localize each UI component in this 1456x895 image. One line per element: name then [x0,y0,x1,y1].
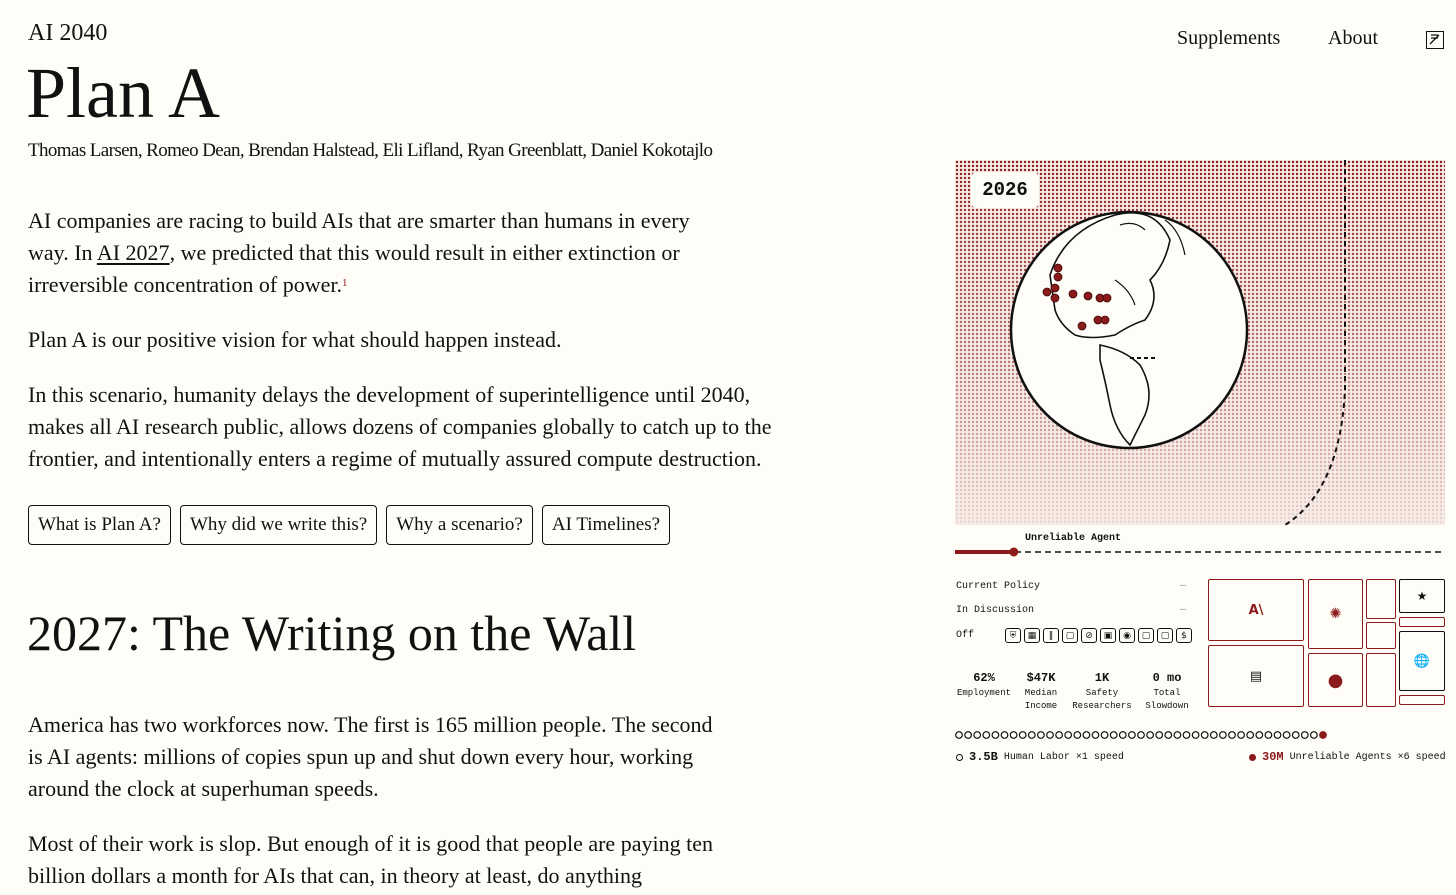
datacenter-marker [1101,316,1109,324]
agents-marker [1249,754,1256,761]
footnote-1[interactable]: 1 [341,277,348,289]
human-dot [1147,732,1154,739]
intro-paragraph-2: Plan A is our positive vision for what should happen instead. [28,327,562,352]
human-dot [1165,732,1172,739]
stat-total-slowdown: 0 mo Total Slowdown [1145,671,1189,711]
year-badge: 2026 [971,172,1039,208]
ai-2027-link[interactable]: AI 2027 [96,240,170,265]
timeline-label: Unreliable Agent [1025,533,1122,544]
section-paragraph-2: Most of their work is slop. But enough of it is good that people are paying ten billion dollars a month for AIs that can, in theory at least, do anything [28,831,713,888]
human-dot [1120,732,1127,739]
human-dot [1129,732,1136,739]
stat-median-income: $47K Median Income [1024,671,1058,711]
datacenter-marker [1043,288,1051,296]
workforce-dots [955,729,1335,741]
timeline-slider[interactable] [955,540,1445,570]
china-flag-icon: ★ [1416,589,1428,603]
site-title[interactable]: AI 2040 [28,20,108,46]
human-dot [1274,732,1281,739]
dollar-icon[interactable]: $ [1176,628,1192,643]
nav-about[interactable]: About [1328,27,1378,49]
no-sign-icon[interactable]: ⊘ [1081,628,1097,643]
human-dot [1101,732,1108,739]
human-dot [1265,732,1272,739]
human-dot [1192,732,1199,739]
human-dot [1138,732,1145,739]
human-dot [1029,732,1036,739]
human-dot [1156,732,1163,739]
page-title: Plan A [26,53,221,133]
box-icon[interactable]: ▢ [1138,628,1154,643]
human-dot [1256,732,1263,739]
timeline-handle [1009,548,1018,557]
small-tile-5[interactable] [1399,695,1445,705]
datacenter-markers [955,160,1445,540]
eye-icon[interactable]: ◉ [1119,628,1135,643]
world-visualization [955,160,1445,540]
authors: Thomas Larsen, Romeo Dean, Brendan Halstead, Eli Lifland, Ryan Greenblatt, Daniel Kokotajlo [28,140,713,161]
small-tile-4[interactable] [1366,653,1396,707]
company-tile-grid [1208,579,1446,707]
human-dot [1047,732,1054,739]
human-dot [1201,732,1208,739]
datacenter-marker [1051,294,1059,302]
google-logo-icon: ● [1327,669,1344,691]
human-dot [1110,732,1117,739]
openai-tile[interactable] [1308,579,1363,649]
human-dot [1019,732,1026,739]
world-icon: 🌐 [1413,653,1431,669]
small-tile-1[interactable] [1366,579,1396,619]
human-dot [1247,732,1254,739]
human-dot [1001,732,1008,739]
substack-logo-icon[interactable] [1426,31,1444,49]
datacenter-marker [1054,273,1062,281]
human-dot [1238,732,1245,739]
china-tile[interactable] [1399,579,1445,613]
pause-icon[interactable]: ‖ [1043,628,1059,643]
datacenter-marker [1054,264,1062,272]
policy-icon-strip [1005,628,1192,643]
human-dot [1229,732,1236,739]
off-label: Off [956,630,975,641]
human-dot [965,732,972,739]
stat-safety-researchers: 1K Safety Researchers [1072,671,1132,711]
openai-logo-icon: ✺ [1329,606,1342,622]
question-buttons [28,505,670,545]
human-dot [1056,732,1063,739]
human-dot [956,732,963,739]
human-labor-marker [956,754,963,761]
human-dot [974,732,981,739]
section-paragraph-1: America has two workforces now. The first is 165 million people. The second is AI agents: millions of copies spun up and shut down every hour, working around the clock at superhuman speeds. [28,712,713,801]
why-write-this-button[interactable]: Why did we write this? [180,505,377,545]
small-tile-2[interactable] [1366,622,1396,649]
human-dot [1038,732,1045,739]
human-dot [1283,732,1290,739]
legend-human-labor: 3.5B Human Labor ×1 speed [956,750,1124,764]
in-discussion-dash: — [1180,605,1187,616]
human-dot [1302,732,1309,739]
section-title: 2027: The Writing on the Wall [27,605,637,661]
human-dot [992,732,999,739]
human-dot [1211,732,1218,739]
datacenter-marker [1051,284,1059,292]
human-dot [1074,732,1081,739]
current-policy-dash: — [1180,581,1187,592]
human-dot [1065,732,1072,739]
human-dot [1083,732,1090,739]
datacenter-marker [1078,322,1086,330]
anthropic-logo-icon: A\ [1248,602,1264,618]
agent-dot [1320,732,1327,739]
human-dot [1220,732,1227,739]
gpu-icon[interactable]: ▣ [1100,628,1116,643]
small-tile-3[interactable] [1399,617,1445,627]
human-dot [1183,732,1190,739]
grid-icon[interactable]: ▦ [1024,628,1040,643]
us-flag-icon: ▤ [1249,668,1263,684]
legend-unreliable-agents: 30M Unreliable Agents ×6 speed [1249,750,1446,764]
intro-paragraph-1: AI companies are racing to build AIs that are smarter than humans in every way. In AI 2027, we predicted that this would result in either extinction or irreversible concentration of power.$^1$ [28,208,690,297]
human-dot [1292,732,1299,739]
shield-icon[interactable]: ⛨ [1005,628,1021,643]
google-tile[interactable] [1308,653,1363,707]
human-dot [1092,732,1099,739]
datacenter-marker [1103,294,1111,302]
human-dot [1174,732,1181,739]
datacenter-marker [1069,290,1077,298]
anthropic-tile[interactable] [1208,579,1304,641]
datacenter-marker [1084,292,1092,300]
us-flag-tile[interactable] [1208,645,1304,707]
ai-timelines-button[interactable]: AI Timelines? [542,505,670,545]
nav-supplements[interactable]: Supplements [1177,27,1281,49]
intro-paragraph-3: In this scenario, humanity delays the development of superintelligence until 2040, makes all AI research public, allows dozens of companies globally to catch up to the frontier, and intentionally enters a regime of mutually assured compute destruction. [28,382,772,471]
what-is-plan-a-button[interactable]: What is Plan A? [28,505,171,545]
stat-employment: 62% Employment [956,671,1011,698]
why-scenario-button[interactable]: Why a scenario? [386,505,533,545]
human-dot [1311,732,1318,739]
human-dot [1010,732,1017,739]
human-dot [983,732,990,739]
current-policy-label: Current Policy [956,581,1041,592]
globe-tile[interactable] [1399,631,1445,691]
in-discussion-label: In Discussion [956,605,1035,616]
square-icon[interactable]: ▢ [1062,628,1078,643]
box-icon-2[interactable]: ▢ [1157,628,1173,643]
